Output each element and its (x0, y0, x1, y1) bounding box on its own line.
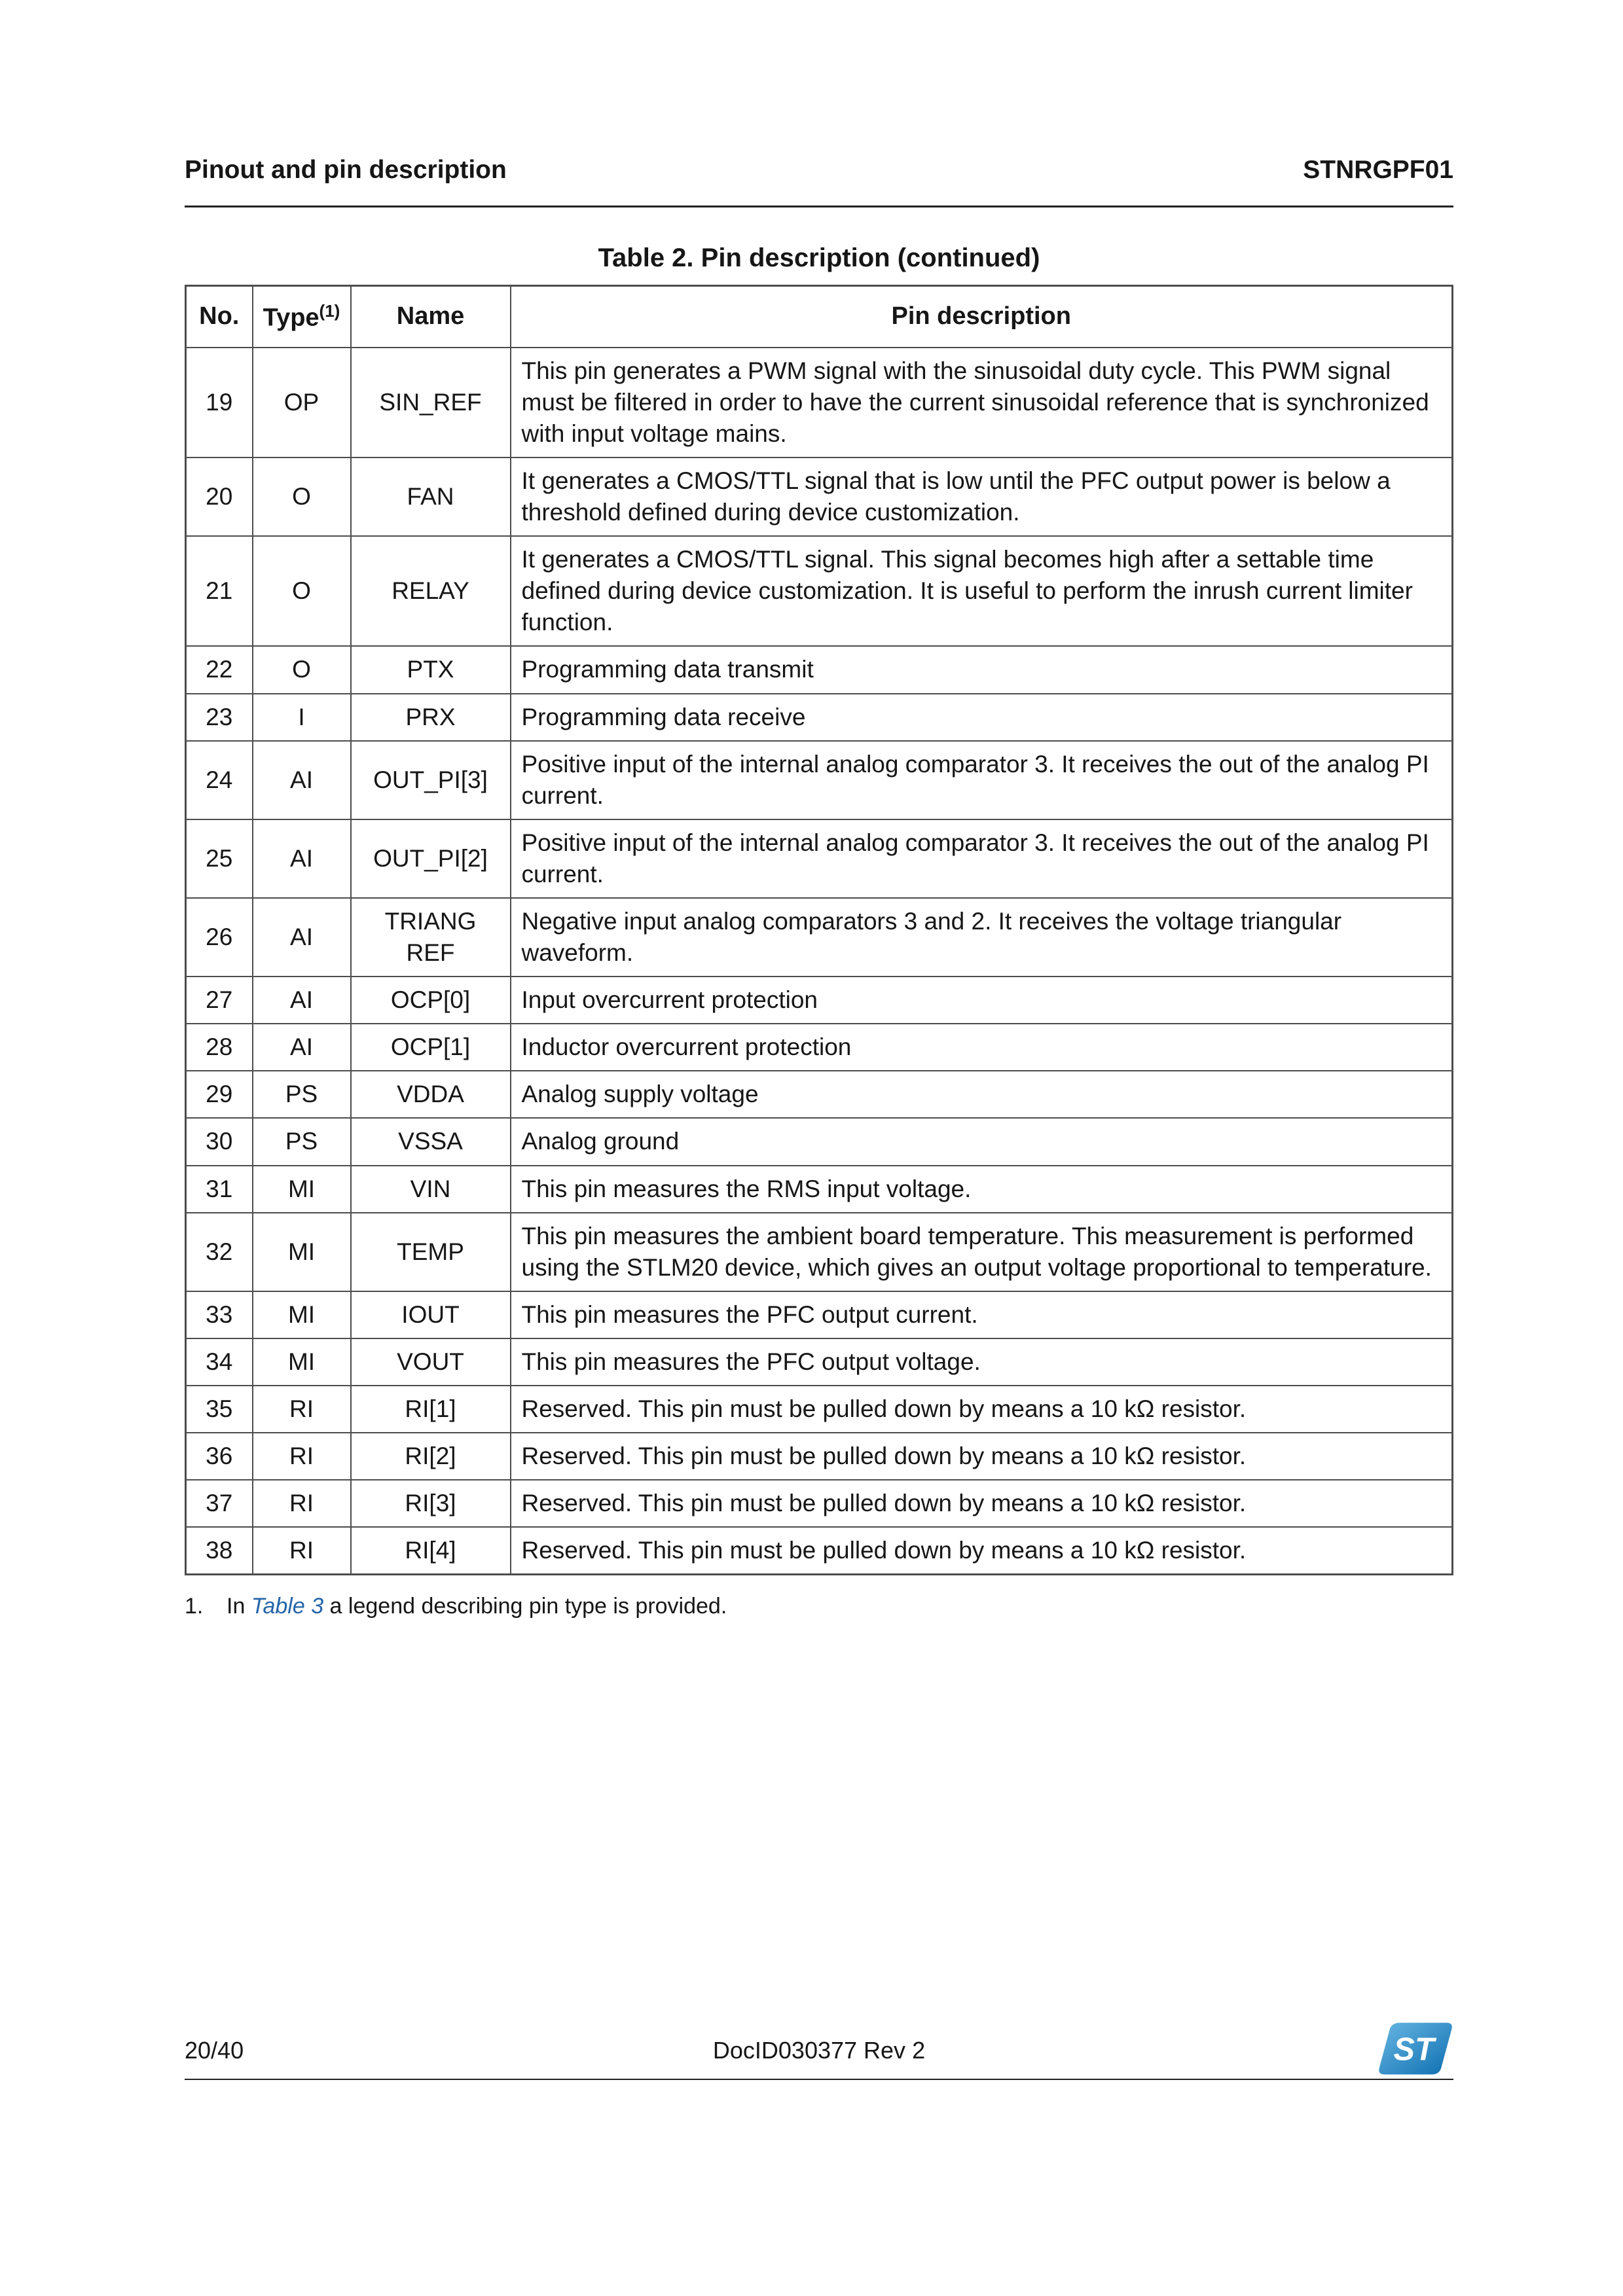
pin-number-cell: 19 (186, 348, 253, 457)
pin-table-head (186, 286, 1453, 348)
pin-name-cell: PRX (351, 694, 511, 741)
pin-name-cell: FAN (351, 457, 511, 536)
column-header-type-label: Type (263, 304, 319, 332)
table-row (186, 1024, 1453, 1071)
pin-type-cell: MI (253, 1291, 351, 1338)
pin-description-cell: Programming data transmit (511, 646, 1453, 693)
table-header-row (186, 286, 1453, 348)
pin-name-cell: VOUT (351, 1338, 511, 1386)
pin-type-cell: RI (253, 1386, 351, 1433)
pin-name-cell: SIN_REF (351, 348, 511, 457)
pin-description-cell: It generates a CMOS/TTL signal that is low until the PFC output power is below a threshold defined during device customization. (511, 457, 1453, 536)
table-row (186, 1291, 1453, 1338)
pin-name-cell: TEMP (351, 1213, 511, 1291)
pin-type-cell: AI (253, 1024, 351, 1071)
pin-description-cell: Input overcurrent protection (511, 977, 1453, 1024)
pin-type-cell: RI (253, 1527, 351, 1575)
pin-description-cell: Programming data receive (511, 694, 1453, 741)
table-row (186, 1118, 1453, 1165)
pin-number-cell: 26 (186, 898, 253, 977)
pin-type-cell: AI (253, 819, 351, 898)
pin-description-cell: This pin measures the PFC output current. (511, 1291, 1453, 1338)
pin-name-cell: RI[4] (351, 1527, 511, 1575)
pin-description-cell: Reserved. This pin must be pulled down by means a 10 kΩ resistor. (511, 1527, 1453, 1575)
column-header-name: Name (351, 286, 511, 348)
pin-number-cell: 38 (186, 1527, 253, 1575)
pin-name-cell: OUT_PI[2] (351, 819, 511, 898)
pin-type-cell: O (253, 646, 351, 693)
pin-type-cell: AI (253, 898, 351, 977)
pin-name-cell: OUT_PI[3] (351, 741, 511, 819)
footnote-number: 1. (185, 1594, 204, 1619)
pin-description-cell: It generates a CMOS/TTL signal. This signal becomes high after a settable time defined during device customization. It is useful to perform the inrush current limiter function. (511, 536, 1453, 646)
pin-type-cell: O (253, 536, 351, 646)
pin-name-cell: VSSA (351, 1118, 511, 1165)
pin-description-cell: This pin measures the PFC output voltage. (511, 1338, 1453, 1386)
header-section-title: Pinout and pin description (185, 156, 507, 184)
pin-description-table (185, 285, 1453, 1575)
footnote-pre: In (227, 1594, 251, 1619)
table-row (186, 348, 1453, 457)
pin-name-cell: TRIANG REF (351, 898, 511, 977)
pin-name-cell: RELAY (351, 536, 511, 646)
pin-number-cell: 32 (186, 1213, 253, 1291)
pin-number-cell: 35 (186, 1386, 253, 1433)
pin-type-cell: PS (253, 1071, 351, 1118)
footnote-link-table3[interactable]: Table 3 (251, 1594, 324, 1619)
table-row (186, 1386, 1453, 1433)
pin-number-cell: 30 (186, 1118, 253, 1165)
table-row (186, 1213, 1453, 1291)
footnote (185, 1594, 1453, 1619)
pin-name-cell: PTX (351, 646, 511, 693)
pin-type-cell: OP (253, 348, 351, 457)
pin-type-cell: AI (253, 741, 351, 819)
table-row (186, 1433, 1453, 1480)
pin-description-cell: This pin measures the ambient board temperature. This measurement is performed using the STLM20 device, which gives an output voltage proportional to temperature. (511, 1213, 1453, 1291)
pin-name-cell: RI[2] (351, 1433, 511, 1480)
pin-type-cell: MI (253, 1166, 351, 1213)
pin-number-cell: 31 (186, 1166, 253, 1213)
page-header (185, 156, 1453, 185)
pin-number-cell: 34 (186, 1338, 253, 1386)
pin-description-cell: Reserved. This pin must be pulled down by means a 10 kΩ resistor. (511, 1386, 1453, 1433)
table-row (186, 1338, 1453, 1386)
pin-number-cell: 25 (186, 819, 253, 898)
pin-name-cell: VDDA (351, 1071, 511, 1118)
table-row (186, 1071, 1453, 1118)
pin-description-cell: Inductor overcurrent protection (511, 1024, 1453, 1071)
table-row (186, 646, 1453, 693)
pin-number-cell: 33 (186, 1291, 253, 1338)
header-divider (185, 206, 1453, 207)
table-row (186, 694, 1453, 741)
pin-description-cell: Positive input of the internal analog comparator 3. It receives the out of the analog PI current. (511, 741, 1453, 819)
pin-description-cell: Negative input analog comparators 3 and 2. It receives the voltage triangular waveform. (511, 898, 1453, 977)
pin-number-cell: 22 (186, 646, 253, 693)
footer-divider (185, 2079, 1453, 2080)
pin-number-cell: 29 (186, 1071, 253, 1118)
table-row (186, 457, 1453, 536)
table-row (186, 1166, 1453, 1213)
column-header-type-footnote-ref: (1) (319, 301, 340, 321)
footnote-post: a legend describing pin type is provided. (323, 1594, 727, 1619)
pin-number-cell: 20 (186, 457, 253, 536)
pin-name-cell: IOUT (351, 1291, 511, 1338)
pin-description-cell: This pin generates a PWM signal with the sinusoidal duty cycle. This PWM signal must be filtered in order to have the current sinusoidal reference that is synchronized with input voltage mains. (511, 348, 1453, 457)
table-row (186, 536, 1453, 646)
pin-description-cell: Analog supply voltage (511, 1071, 1453, 1118)
pin-type-cell: O (253, 457, 351, 536)
pin-table-body (186, 348, 1453, 1575)
pin-name-cell: OCP[0] (351, 977, 511, 1024)
table-row (186, 741, 1453, 819)
pin-number-cell: 21 (186, 536, 253, 646)
pin-name-cell: RI[3] (351, 1480, 511, 1527)
pin-number-cell: 28 (186, 1024, 253, 1071)
pin-name-cell: VIN (351, 1166, 511, 1213)
page-content (185, 243, 1453, 1619)
pin-type-cell: PS (253, 1118, 351, 1165)
pin-type-cell: MI (253, 1338, 351, 1386)
pin-number-cell: 37 (186, 1480, 253, 1527)
pin-type-cell: MI (253, 1213, 351, 1291)
pin-number-cell: 36 (186, 1433, 253, 1480)
pin-description-cell: Positive input of the internal analog comparator 3. It receives the out of the analog PI current. (511, 819, 1453, 898)
table-row (186, 819, 1453, 898)
st-logo-text: ST (1393, 2032, 1434, 2068)
pin-name-cell: OCP[1] (351, 1024, 511, 1071)
table-row (186, 977, 1453, 1024)
pin-description-cell: This pin measures the RMS input voltage. (511, 1166, 1453, 1213)
header-document-number: STNRGPF01 (1303, 156, 1453, 184)
st-logo (1377, 2020, 1453, 2077)
pin-type-cell: I (253, 694, 351, 741)
pin-number-cell: 23 (186, 694, 253, 741)
pin-type-cell: AI (253, 977, 351, 1024)
pin-number-cell: 24 (186, 741, 253, 819)
footnote-text (227, 1594, 727, 1619)
pin-description-cell: Analog ground (511, 1118, 1453, 1165)
pin-number-cell: 27 (186, 977, 253, 1024)
pin-description-cell: Reserved. This pin must be pulled down by means a 10 kΩ resistor. (511, 1433, 1453, 1480)
pin-type-cell: RI (253, 1433, 351, 1480)
table-row (186, 1527, 1453, 1575)
pin-name-cell: RI[1] (351, 1386, 511, 1433)
doc-id: DocID030377 Rev 2 (712, 2037, 926, 2064)
table-row (186, 898, 1453, 977)
column-header-type (253, 286, 351, 348)
column-header-no: No. (186, 286, 253, 348)
pin-type-cell: RI (253, 1480, 351, 1527)
page-number: 20/40 (185, 2037, 244, 2064)
pin-description-cell: Reserved. This pin must be pulled down by means a 10 kΩ resistor. (511, 1480, 1453, 1527)
table-title: Table 2. Pin description (continued) (598, 243, 1040, 272)
column-header-description: Pin description (511, 286, 1453, 348)
table-row (186, 1480, 1453, 1527)
